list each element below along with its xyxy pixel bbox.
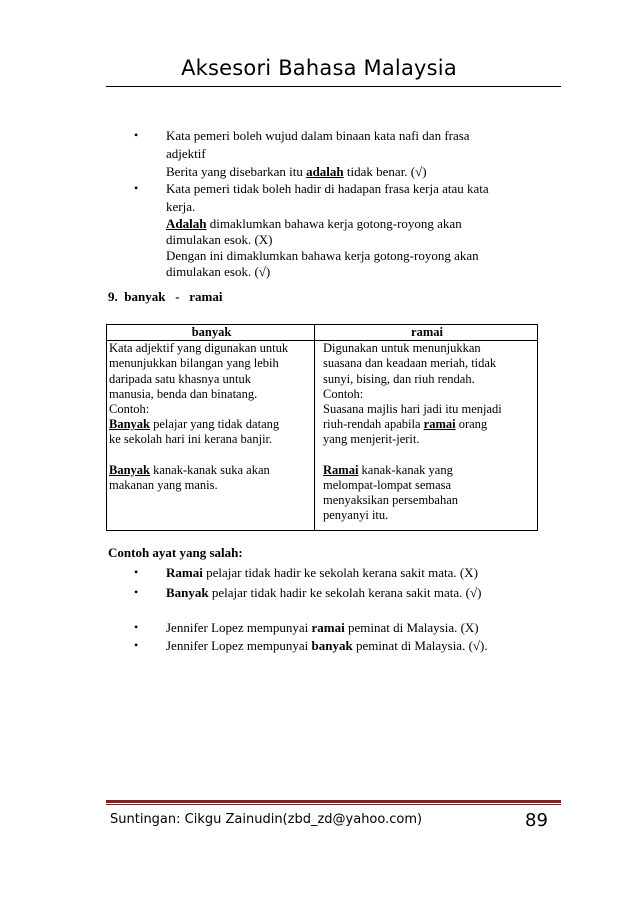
table-cell-banyak: Kata adjektif yang digunakan untuk menunjukkan bilangan yang lebih daripada satu khasnya untuk manusia, benda dan binatang. Contoh: Banyak pelajar yang tidak datang ke sekolah hari ini kerana banjir. Banyak kanak-kanak suka akan makanan yang manis. bbox=[107, 341, 315, 531]
comparison-table bbox=[106, 324, 538, 531]
bullet-text: kerja. bbox=[166, 199, 196, 214]
wrong-examples-title: Contoh ayat yang salah: bbox=[108, 545, 243, 560]
page-number: 89 bbox=[525, 810, 548, 831]
bullet-text: Kata pemeri tidak boleh hadir di hadapan frasa kerja atau kata bbox=[166, 181, 489, 196]
footer-credit: Suntingan: Cikgu Zainudin(zbd_zd@yahoo.com) bbox=[110, 812, 423, 827]
bullet-icon: • bbox=[134, 585, 139, 599]
footer-rule bbox=[106, 804, 561, 805]
bullet-icon: • bbox=[134, 128, 139, 142]
example-sentence-right: Dengan ini dimaklumkan bahawa kerja gotong-royong akan bbox=[166, 248, 479, 263]
bullet-text: Kata pemeri boleh wujud dalam binaan kata nafi dan frasa bbox=[166, 128, 470, 143]
bullet-icon: • bbox=[134, 565, 139, 579]
list-item: Jennifer Lopez mempunyai banyak peminat di Malaysia. (√). bbox=[166, 638, 488, 653]
table-header-row bbox=[107, 325, 538, 341]
list-item: Jennifer Lopez mempunyai ramai peminat di Malaysia. (X) bbox=[166, 620, 479, 635]
table-header-ramai: ramai bbox=[315, 325, 538, 341]
bullet-icon: • bbox=[134, 181, 139, 195]
list-item: Ramai pelajar tidak hadir ke sekolah kerana sakit mata. (X) bbox=[166, 565, 478, 580]
footer-rule bbox=[106, 800, 561, 803]
example-sentence: Berita yang disebarkan itu adalah tidak benar. (√) bbox=[166, 164, 427, 179]
example-sentence-right: dimulakan esok. (√) bbox=[166, 264, 271, 279]
table-header-banyak: banyak bbox=[107, 325, 315, 341]
list-item: Banyak pelajar tidak hadir ke sekolah kerana sakit mata. (√) bbox=[166, 585, 482, 600]
keyword-bold: adalah bbox=[306, 164, 344, 179]
bullet-icon: • bbox=[134, 638, 139, 652]
bullet-icon: • bbox=[134, 620, 139, 634]
keyword-bold: Adalah bbox=[166, 216, 207, 231]
example-sentence-wrong: Adalah dimaklumkan bahawa kerja gotong-royong akan bbox=[166, 216, 462, 231]
bullet-text: adjektif bbox=[166, 146, 206, 161]
section-heading: 9. banyak - ramai bbox=[108, 289, 223, 304]
example-sentence-wrong: dimulakan esok. (X) bbox=[166, 232, 273, 247]
header-rule bbox=[106, 86, 561, 87]
table-cell-ramai: Digunakan untuk menunjukkan suasana dan keadaan meriah, tidak sunyi, bising, dan riuh rendah. Contoh: Suasana majlis hari jadi itu menjadi riuh-rendah apabila ramai orang yang menjerit-jerit. Ramai kanak-kanak yang melompat-lompat semasa menyaksikan persembahan penyanyi itu. bbox=[315, 341, 538, 531]
page-title: Aksesori Bahasa Malaysia bbox=[181, 56, 457, 80]
table-row bbox=[107, 341, 538, 531]
